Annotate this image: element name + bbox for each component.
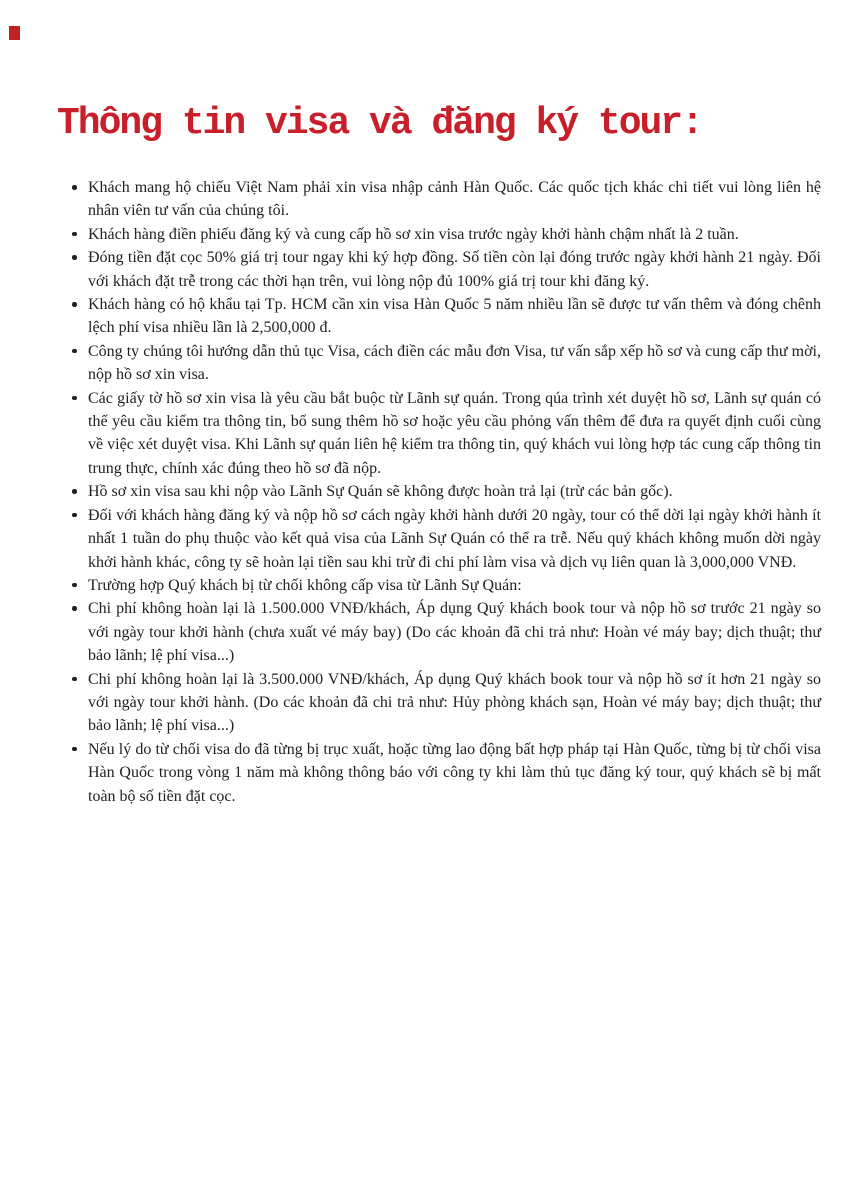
list-item: Đóng tiền đặt cọc 50% giá trị tour ngay khi ký hợp đồng. Số tiền còn lại đóng trước ngày khởi hành 21 ngày. Đối với khách đặt trễ trong các thời hạn trên, vui lòng nộp đủ 100% giá trị tour khi đăng ký. xyxy=(88,246,821,293)
visa-info-list xyxy=(57,176,821,808)
list-item: Chi phí không hoàn lại là 3.500.000 VNĐ/khách, Áp dụng Quý khách book tour và nộp hồ sơ ít hơn 21 ngày so với ngày tour khởi hành. (Do các khoản đã chi trả như: Hủy phòng khách sạn, Hoàn vé máy bay; dịch thuật; thư bảo lãnh; lệ phí visa...) xyxy=(88,668,821,738)
list-item: Khách mang hộ chiếu Việt Nam phải xin visa nhập cảnh Hàn Quốc. Các quốc tịch khác chi tiết vui lòng liên hệ nhân viên tư vấn của chúng tôi. xyxy=(88,176,821,223)
list-item: Trường hợp Quý khách bị từ chối không cấp visa từ Lãnh Sự Quán: xyxy=(88,574,821,597)
page-corner-mark xyxy=(9,26,20,40)
list-item: Hồ sơ xin visa sau khi nộp vào Lãnh Sự Quán sẽ không được hoàn trả lại (trừ các bản gốc). xyxy=(88,480,821,503)
list-item: Khách hàng có hộ khẩu tại Tp. HCM cần xin visa Hàn Quốc 5 năm nhiều lần sẽ được tư vấn thêm và đóng chênh lệch phí visa nhiều lần là 2,500,000 đ. xyxy=(88,293,821,340)
list-item: Đối với khách hàng đăng ký và nộp hồ sơ cách ngày khởi hành dưới 20 ngày, tour có thể dời lại ngày khởi hành ít nhất 1 tuần do phụ thuộc vào kết quả visa của Lãnh Sự Quán có thể ra trễ. Nếu quý khách không muốn dời ngày khởi hành khác, công ty sẽ hoàn lại tiền sau khi trừ đi chi phí làm visa và dịch vụ liên quan là 3,000,000 VNĐ. xyxy=(88,504,821,574)
list-item: Công ty chúng tôi hướng dẫn thủ tục Visa, cách điền các mẫu đơn Visa, tư vấn sắp xếp hồ sơ và cung cấp thư mời, nộp hồ sơ xin visa. xyxy=(88,340,821,387)
list-item: Nếu lý do từ chối visa do đã từng bị trục xuất, hoặc từng lao động bất hợp pháp tại Hàn Quốc, từng bị từ chối visa Hàn Quốc trong vòng 1 năm mà không thông báo với công ty khi làm thủ tục đăng ký tour, quý khách sẽ bị mất toàn bộ số tiền đặt cọc. xyxy=(88,738,821,808)
list-item: Khách hàng điền phiếu đăng ký và cung cấp hồ sơ xin visa trước ngày khởi hành chậm nhất là 2 tuần. xyxy=(88,223,821,246)
list-item: Các giấy tờ hồ sơ xin visa là yêu cầu bắt buộc từ Lãnh sự quán. Trong qúa trình xét duyệt hồ sơ, Lãnh sự quán có thể yêu cầu kiểm tra thông tin, bổ sung thêm hồ sơ hoặc yêu cầu phỏng vấn thêm để đưa ra quyết định cuối cùng về việc xét duyệt visa. Khi Lãnh sự quán liên hệ kiểm tra thông tin, quý khách vui lòng hợp tác cung cấp thông tin trung thực, chính xác đúng theo hồ sơ đã nộp. xyxy=(88,387,821,481)
page-title: Thông tin visa và đăng ký tour: xyxy=(57,102,702,145)
list-item: Chi phí không hoàn lại là 1.500.000 VNĐ/khách, Áp dụng Quý khách book tour và nộp hồ sơ trước 21 ngày so với ngày tour khởi hành (chưa xuất vé máy bay) (Do các khoản đã chi trả như: Hoàn vé máy bay; dịch thuật; thư bảo lãnh; lệ phí visa...) xyxy=(88,597,821,667)
